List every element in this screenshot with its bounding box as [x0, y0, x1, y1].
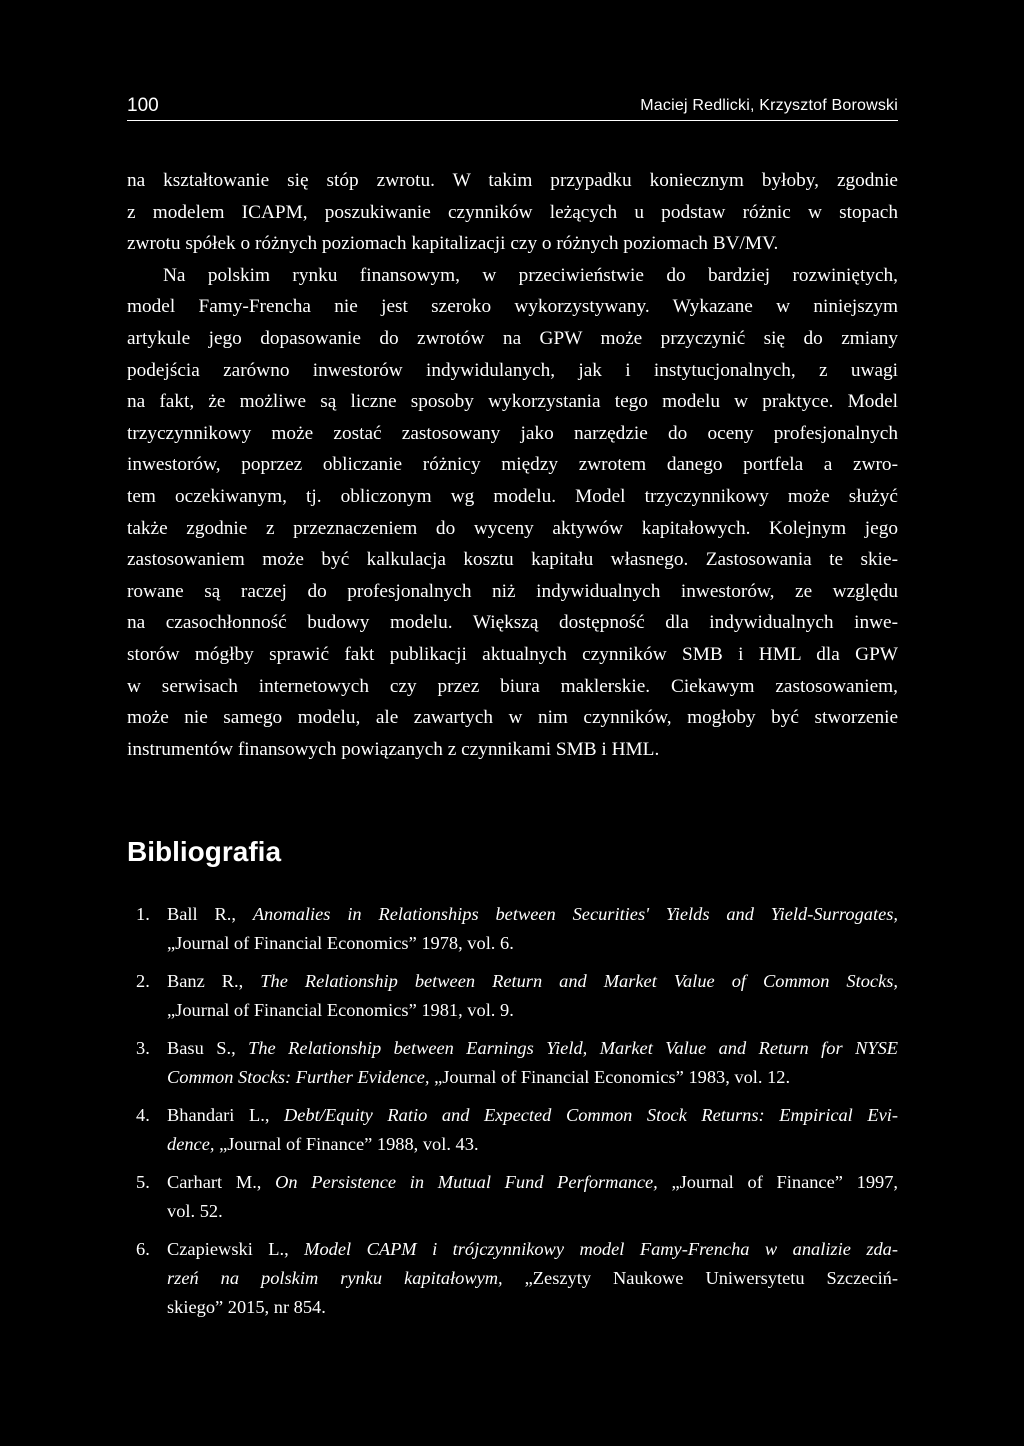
body-line: rowane są raczej do profesjonalnych niż indywidualnych inwestorów, ze względu: [127, 580, 898, 602]
bibliography-entry-number: 2.: [136, 971, 150, 991]
body-line: podejścia zarówno inwestorów indywidulanych, jak i instytucjonalnych, z uwagi: [127, 359, 898, 381]
bibliography-entry-number: 5.: [136, 1172, 150, 1192]
body-line: z modelem ICAPM, poszukiwanie czynników leżących u podstaw różnic w stopach: [127, 201, 898, 223]
bibliography-entry-number: 1.: [136, 904, 150, 924]
bibliography-entry: [127, 1034, 898, 1092]
bibliography-entry: [127, 900, 898, 958]
bibliography-entry-line: Basu S., The Relationship between Earnings Yield, Market Value and Return for NYSE: [167, 1038, 898, 1058]
bibliography-list: [127, 900, 898, 1331]
body-line: tem oczekiwanym, tj. obliczonym wg modelu. Model trzyczynnikowy może służyć: [127, 485, 898, 507]
body-line: na czasochłonność budowy modelu. Większą dostępność dla indywidualnych inwe-: [127, 612, 898, 634]
bibliography-entry-number: 3.: [136, 1038, 150, 1058]
bibliography-entry: [127, 1235, 898, 1322]
running-header: [127, 94, 898, 121]
bibliography-entry-number: 4.: [136, 1105, 150, 1125]
bibliography-heading: Bibliografia: [127, 836, 282, 867]
bibliography-entry-line: rzeń na polskim rynku kapitałowym, „Zeszyty Naukowe Uniwersytetu Szczeciń-: [167, 1268, 898, 1288]
body-line: storów mógłby sprawić fakt publikacji aktualnych czynników SMB i HML dla GPW: [127, 643, 898, 665]
bibliography-entry: [127, 1168, 898, 1226]
bibliography-entry-line: Bhandari L., Debt/Equity Ratio and Expected Common Stock Returns: Empirical Evi-: [167, 1105, 898, 1125]
body-line: instrumentów finansowych powiązanych z czynnikami SMB i HML.: [127, 738, 660, 760]
body-line: inwestorów, poprzez obliczanie różnicy między zwrotem danego portfela a zwro-: [127, 454, 898, 476]
body-line: model Famy-Frencha nie jest szeroko wykorzystywany. Wykazane w niniejszym: [127, 296, 898, 318]
body-paragraphs: [127, 165, 898, 765]
bibliography-entry-line: skiego” 2015, nr 854.: [167, 1297, 326, 1317]
body-line: w serwisach internetowych czy przez biura maklerskie. Ciekawym zastosowaniem,: [127, 675, 898, 697]
bibliography-entry: [127, 1101, 898, 1159]
body-line: Na polskim rynku finansowym, w przeciwieństwie do bardziej rozwiniętych,: [163, 264, 898, 286]
bibliography-entry-line: „Journal of Financial Economics” 1981, vol. 9.: [167, 1000, 514, 1020]
body-line: na kształtowanie się stóp zwrotu. W takim przypadku koniecznym byłoby, zgodnie: [127, 170, 898, 191]
body-line: artykule jego dopasowanie do zwrotów na GPW może przyczynić się do zmiany: [127, 327, 898, 349]
document-page: [127, 0, 898, 1446]
bibliography-entry-line: „Journal of Financial Economics” 1978, vol. 6.: [167, 933, 514, 953]
running-header-authors: Maciej Redlicki, Krzysztof Borowski: [640, 97, 898, 114]
bibliography-entry-number: 6.: [136, 1239, 150, 1259]
body-line: zastosowaniem może być kalkulacja kosztu kapitału własnego. Zastosowania te skie-: [127, 549, 898, 571]
body-line: na fakt, że możliwe są liczne sposoby wykorzystania tego modelu w praktyce. Model: [127, 391, 898, 413]
page-number: 100: [127, 95, 159, 116]
body-line: zwrotu spółek o różnych poziomach kapitalizacji czy o różnych poziomach BV/MV.: [127, 233, 779, 255]
bibliography-entry-line: Common Stocks: Further Evidence, „Journal of Financial Economics” 1983, vol. 12.: [167, 1067, 791, 1087]
bibliography-entry-line: Banz R., The Relationship between Return and Market Value of Common Stocks,: [167, 971, 898, 991]
body-line: może nie samego modelu, ale zawartych w nim czynników, mogłoby być stworzenie: [127, 707, 898, 729]
bibliography-entry-line: Carhart M., On Persistence in Mutual Fund Performance, „Journal of Finance” 1997,: [167, 1172, 898, 1192]
body-line: także zgodnie z przeznaczeniem do wyceny aktywów kapitałowych. Kolejnym jego: [127, 517, 898, 539]
bibliography-entry-line: Czapiewski L., Model CAPM i trójczynnikowy model Famy-Frencha w analizie zda-: [167, 1239, 898, 1259]
bibliography-entry-line: Ball R., Anomalies in Relationships between Securities' Yields and Yield-Surrogates,: [167, 904, 898, 924]
bibliography-entry-line: vol. 52.: [167, 1201, 223, 1221]
bibliography-entry-line: dence, „Journal of Finance” 1988, vol. 43.: [167, 1134, 479, 1154]
bibliography-entry: [127, 967, 898, 1025]
body-line: trzyczynnikowy może zostać zastosowany jako narzędzie do oceny profesjonalnych: [127, 422, 898, 444]
